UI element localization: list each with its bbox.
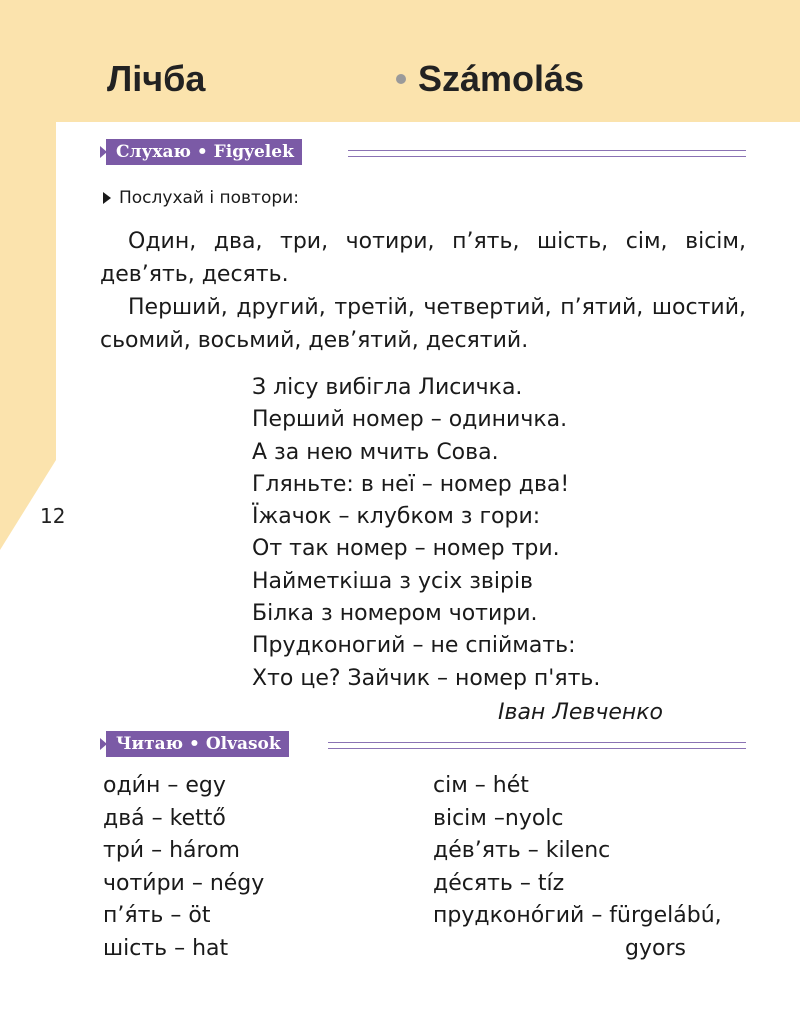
poem-line: А за нею мчить Сова. — [252, 439, 499, 465]
poem-line: От так номер – номер три. — [252, 536, 560, 562]
vocab-item: п’я́ть – öt — [103, 903, 211, 928]
poem-line: Прудконогий – не спіймать: — [252, 633, 576, 659]
play-triangle-icon — [103, 192, 111, 204]
page-number: 12 — [40, 504, 66, 528]
section-divider-line — [348, 150, 746, 157]
vocab-item: оди́н – egy — [103, 773, 226, 798]
vocab-list-left — [103, 770, 264, 965]
vocab-item: вісім –nyolc — [433, 805, 564, 831]
ordinals-paragraph: Перший, другий, третій, четвертий, п’ятий, шостий, сьомий, восьмий, дев’ятий, десятий. — [100, 295, 746, 353]
vocab-item: шість – hat — [103, 935, 229, 961]
read-section-header — [100, 731, 746, 761]
numbers-paragraph: Один, два, три, чотири, п’ять, шість, сім, вісім, дев’ять, десять. — [100, 229, 746, 287]
poem-line: Білка з номером чотири. — [252, 601, 538, 627]
poem-line: Їжачок – клубком з гори: — [252, 504, 541, 530]
poem — [252, 372, 600, 695]
vocab-item-continuation: gyors — [625, 935, 686, 961]
read-section-label: Читаю • Olvasok — [106, 731, 289, 757]
vocab-list-right — [433, 770, 722, 965]
poem-line: Хто це? Зайчик – номер п'ять. — [252, 665, 601, 691]
vocab-item: сім – hét — [433, 773, 529, 798]
section-divider-line — [328, 742, 746, 749]
vocab-item: прудконо́гий – fürgelábú, — [433, 903, 722, 928]
page-title-ukrainian: Лічба — [107, 58, 206, 99]
vocab-item: де́в’ять – kilenc — [433, 838, 611, 863]
vocab-item: три́ – három — [103, 838, 240, 863]
instruction-text: Послухай і повтори: — [119, 188, 299, 208]
vocab-item: два́ – kettő — [103, 805, 226, 831]
poem-line: Найметкіша з усіх звірів — [252, 568, 534, 594]
listen-section-label: Слухаю • Figyelek — [106, 139, 302, 165]
instruction — [103, 188, 299, 208]
poem-line: Перший номер – одиничка. — [252, 407, 568, 433]
page-title-hungarian-wrap — [396, 58, 584, 100]
bullet-dot-icon — [396, 74, 406, 84]
side-band — [0, 0, 56, 550]
poem-author: Іван Левченко — [498, 700, 664, 725]
poem-line: З лісу вибігла Лисичка. — [252, 375, 523, 400]
vocab-item: чоти́ри – négy — [103, 870, 265, 896]
vocab-item: де́сять – tíz — [433, 870, 565, 896]
poem-line: Гляньте: в неї – номер два! — [252, 471, 570, 497]
page-title-hungarian: Számolás — [418, 58, 585, 99]
listen-section-header — [100, 139, 746, 169]
